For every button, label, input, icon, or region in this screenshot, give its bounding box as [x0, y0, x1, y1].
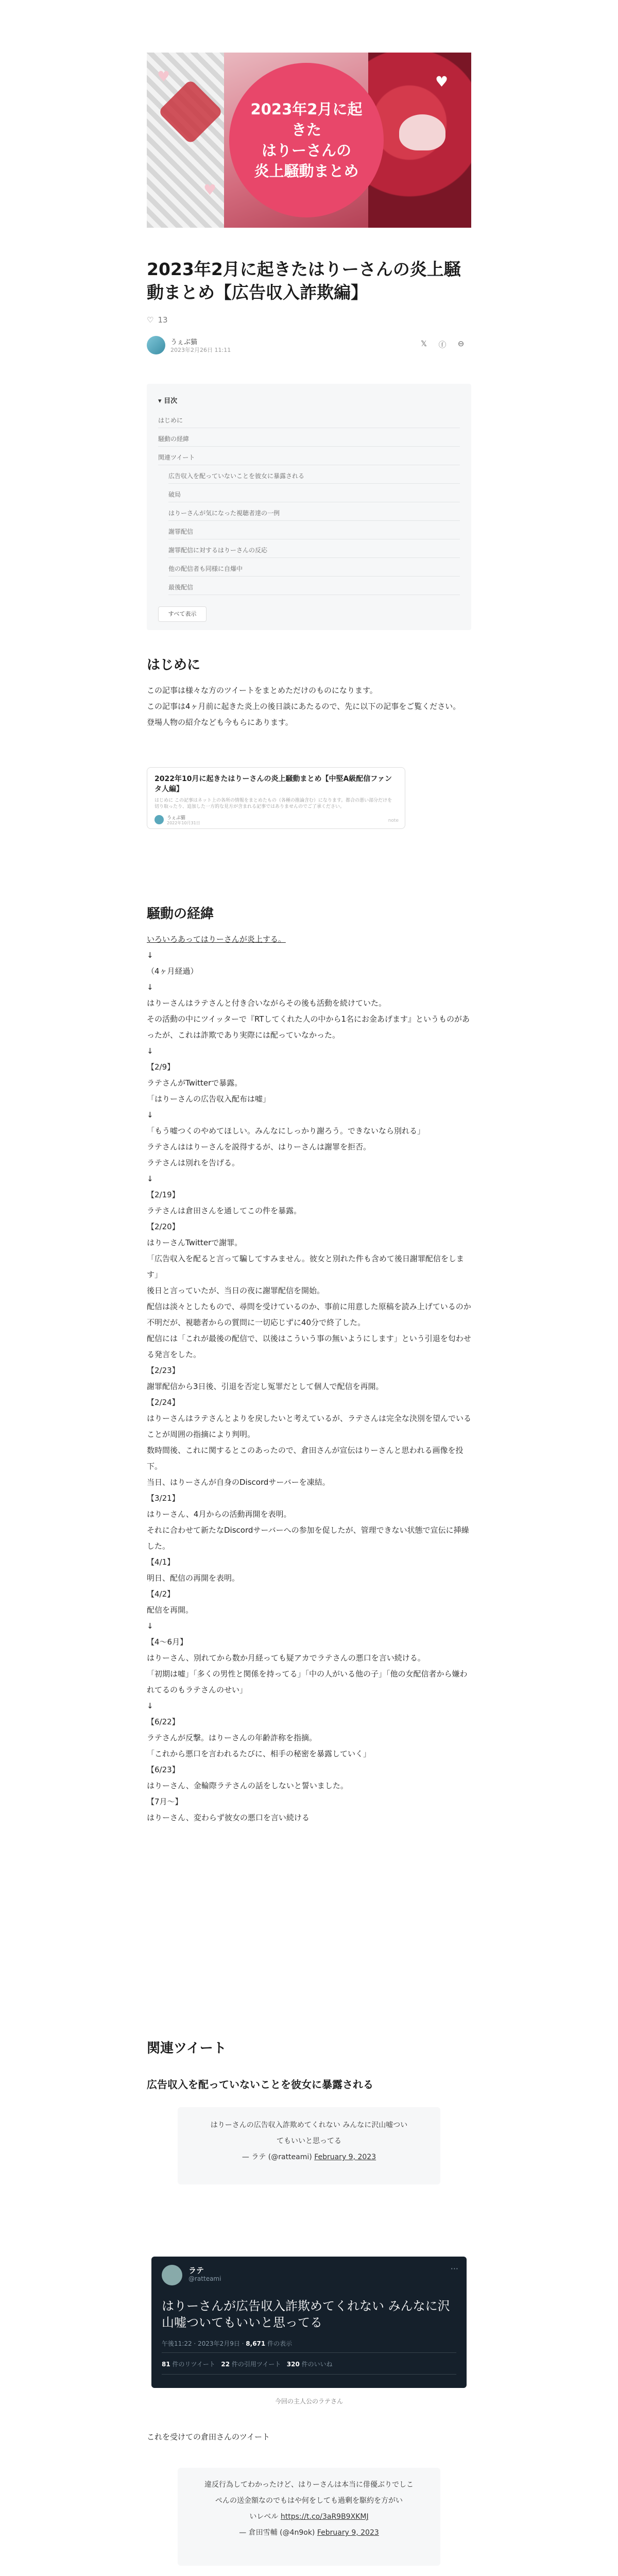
like-area[interactable]: [147, 315, 168, 325]
like-count: 13: [158, 315, 168, 325]
paragraph: ↓: [147, 1174, 153, 1183]
paragraph: ラテさんは倉田さんを通してこの件を暴露。: [147, 1206, 302, 1215]
paragraph: 【2/20】: [147, 1222, 180, 1231]
toc-item[interactable]: 騒動の経緯: [158, 432, 460, 447]
tweet-text: はりーさんが広告収入詐欺めてくれない みんなに沢山嘘ついてもいいと思ってる: [162, 2299, 450, 2330]
cake-photo: [368, 53, 471, 228]
toc-item[interactable]: 広告収入を配っていないことを彼女に暴露される: [168, 469, 460, 484]
tweet-screenshot: [151, 2257, 467, 2388]
paragraph: 「初期は嘘」「多くの男性と関係を持ってる」「中の人がいる他の子」「他の女配信者から嫌われてるのもラテさんのせい」: [147, 1669, 468, 1694]
paragraph: 【4〜6月】: [147, 1637, 188, 1647]
tweet-meta: 午後11:22 · 2023年2月9日 · 8,671 件の表示: [162, 2340, 293, 2347]
paragraph: 「これから悪口を言われるたびに、相手の秘密を暴露していく」: [147, 1749, 371, 1758]
paragraph: はりーさん、金輪際ラテさんの話をしないと誓いました。: [147, 1781, 348, 1790]
divider: [162, 2374, 456, 2375]
paragraph: それに合わせて新たなDiscordサーバーへの参加を促したが、管理できない状態で宣伝に挿繰した。: [147, 1526, 469, 1551]
toc-item[interactable]: 他の配信者も同様に自爆中: [168, 562, 460, 577]
heart-icon: ♥: [203, 181, 217, 198]
tweet-link[interactable]: https://t.co/3aR9B9XKMJ: [280, 2513, 369, 2521]
link-card[interactable]: [147, 767, 405, 829]
link-card-description: はじめに この記事はネット上の各所の情報をまとめたもの（各種の推論含む）になります。都合の悪い部分だけを切り取ったり、追加した一方的な見方が含まれる記事ではありませんのでご了承ください。: [154, 798, 392, 809]
paragraph: その活動の中にツイッターで『RTしてくれた人の中から1名にお金あげます』というものがあったが、これは詐欺であり実際には配っていなかった。: [147, 1014, 470, 1040]
avatar: [154, 815, 164, 824]
toc-heading[interactable]: ▾ 目次: [158, 397, 178, 405]
tweet-stats: 81 件のリツイート 22 件の引用ツイート 320 件のいいね: [162, 2361, 333, 2368]
paragraph: 【6/22】: [147, 1717, 180, 1726]
hero-title: 2023年2月に起きた はりーさんの 炎上騒動まとめ: [250, 100, 363, 180]
paragraph: はりーさん、別れてから数か月経っても疑アカでラテさんの悪口を言い続ける。: [147, 1653, 425, 1663]
paragraph: 【2/24】: [147, 1398, 180, 1407]
toc-item[interactable]: 謝罪配信に対するはりーさんの反応: [168, 544, 460, 558]
toc-item[interactable]: 謝罪配信: [168, 525, 460, 539]
heart-icon: ♥: [435, 73, 449, 90]
paragraph: はりーさんはラテさんとよりを戻したいと考えているが、ラテさんは完全な決別を望んでいることが周囲の指摘により判明。: [147, 1414, 472, 1439]
history-text: [147, 931, 471, 1826]
section-heading-intro: はじめに: [147, 657, 201, 673]
paragraph: はりーさん、変わらず彼女の悪口を言い続ける: [147, 1813, 310, 1822]
tweet-user-name: ラテ: [188, 2266, 204, 2275]
paragraph: はりーさん、4月からの活動再開を表明。: [147, 1510, 291, 1519]
paragraph: 【7月〜】: [147, 1797, 183, 1806]
section-heading-history: 騒動の経緯: [147, 906, 214, 922]
divider: [162, 2352, 456, 2353]
table-of-contents: [147, 384, 471, 630]
paragraph: 後日と言っていたが、当日の夜に謝罪配信を開始。: [147, 1286, 325, 1295]
paragraph: 登場人物の紹介なども今もらにあります。: [147, 718, 293, 727]
paragraph: 【2/19】: [147, 1190, 180, 1199]
paragraph: はりーさんTwitterで謝罪。: [147, 1238, 243, 1247]
paragraph: ラテさんははりーさんを説得するが、はりーさんは謝罪を拒否。: [147, 1142, 371, 1151]
paragraph: 「はりーさんの広告収入配布は嘘」: [147, 1094, 271, 1104]
heart-outline-icon[interactable]: ♡: [147, 315, 154, 325]
quote-attribution: — 倉田雪輔 (@4n9ok) February 9, 2023: [239, 2529, 379, 2537]
paragraph: この記事は様々な方のツイートをまとめただけのものになります。: [147, 686, 377, 695]
paragraph: はりーさんはラテさんと付き合いながらその後も活動を続けていた。: [147, 998, 387, 1008]
link-card-title: 2022年10月に起きたはりーさんの炎上騒動まとめ【中堅A級配信ファンタ人編】: [154, 775, 392, 793]
twitter-icon[interactable]: 𝕏: [420, 339, 427, 348]
paragraph: 配信には「これが最後の配信で、以後はこういう事の無いようにします」という引退を匂わせる発言をした。: [147, 1334, 471, 1359]
paragraph: 【2/9】: [147, 1062, 175, 1072]
heart-icon: ♥: [157, 68, 170, 85]
tweet-date-link[interactable]: February 9, 2023: [317, 2529, 379, 2537]
toc-item[interactable]: 関連ツイート: [158, 451, 460, 465]
paragraph: 数時間後、これに関するとこのあったので、倉田さんが宣伝はりーさんと思われる画像を投下。: [147, 1446, 464, 1471]
paragraph: 配信は淡々としたもので、尋問を受けているのか、事前に用意した原稿を読み上げているのか不明だが、視聴者からの質問に一切応じずに40分で終了した。: [147, 1302, 471, 1327]
paragraph: 「もう嘘つくのやめてほしい。みんなにしっかり謝ろう。できないなら別れる」: [147, 1126, 425, 1136]
paragraph: 【3/21】: [147, 1494, 180, 1503]
embedded-quote: 違反行為してわかったけど、はりーさんは本当に俳優ぶりでしこ ぺんの送金額なのでもはや何をしても過剰を駆約を方がい いレベル https://t.co/3aR9B9XKMJ — 倉田雪輔 (@4n9ok) February 9, 2023: [178, 2468, 440, 2566]
paragraph: ラテさんが反撃。はりーさんの年齢詐称を指摘。: [147, 1733, 317, 1742]
paragraph: ラテさんは別れを告げる。: [147, 1158, 240, 1167]
paragraph: この記事は4ヶ月前に起きた炎上の後日談にあたるので、先に以下の記事をご覧ください。: [147, 702, 461, 711]
paragraph: 配信を再開。: [147, 1605, 194, 1615]
paragraph: （4ヶ月経過）: [147, 967, 198, 976]
paragraph: ↓: [147, 1046, 153, 1056]
more-icon: ···: [450, 2264, 458, 2274]
paragraph: 【4/1】: [147, 1557, 175, 1567]
article-title: 2023年2月に起きたはりーさんの炎上騒動まとめ【広告収入詐欺編】: [147, 259, 461, 302]
show-all-button[interactable]: すべて表示: [158, 606, 207, 622]
embedded-quote: [178, 2107, 440, 2184]
toc-item[interactable]: はじめに: [158, 414, 460, 428]
paragraph: 【6/23】: [147, 1765, 180, 1774]
paragraph: 【2/23】: [147, 1366, 180, 1375]
paragraph: ↓: [147, 1701, 153, 1710]
paragraph: 【4/2】: [147, 1589, 175, 1599]
quote-attribution: — ラテ (@ratteami) February 9, 2023: [242, 2153, 376, 2161]
paragraph: ↓: [147, 951, 153, 960]
tweet-handle: @ratteami: [188, 2275, 221, 2282]
tweet-date-link[interactable]: February 9, 2023: [314, 2153, 376, 2161]
hero-image: [147, 53, 471, 228]
section-heading-related: 関連ツイート: [147, 2041, 227, 2056]
toc-item[interactable]: 最後配信: [168, 581, 460, 595]
hero-badge: [229, 63, 384, 217]
paragraph[interactable]: いろいろあってはりーさんが炎上する。: [147, 935, 286, 944]
quote-text: はりーさんの広告収入詐欺めてくれない みんなに沢山嘘ついてもいいと思ってる: [210, 2121, 408, 2145]
paragraph: 「広告収入を配ると言って騙してすみません。彼女と別れた件も含めて後日謝罪配信をします」: [147, 1254, 464, 1279]
paragraph: ラテさんがTwitterで暴露。: [147, 1078, 243, 1088]
subheading-kurata: これを受けての倉田さんのツイート: [147, 2432, 270, 2442]
paragraph: ↓: [147, 1621, 153, 1631]
author-name[interactable]: うぇぶ猫: [170, 338, 198, 346]
avatar[interactable]: [147, 336, 165, 354]
link-card-site: note: [388, 818, 399, 823]
paragraph: ↓: [147, 1110, 153, 1120]
paragraph: 当日、はりーさんが自身のDiscordサーバーを凍結。: [147, 1478, 330, 1487]
image-caption: 今回の主人公のラテさん: [274, 2398, 343, 2405]
avatar: [162, 2265, 182, 2285]
toc-item[interactable]: 破局: [168, 488, 460, 502]
author-row: [147, 334, 471, 357]
paragraph: ↓: [147, 982, 153, 992]
facebook-icon[interactable]: ⓕ: [438, 340, 447, 349]
intro-text: [147, 683, 471, 731]
paragraph: 謝罪配信から3日後、引退を否定し冤罪だとして個人で配信を再開。: [147, 1382, 384, 1391]
link-card-date: 2022年10月31日: [167, 821, 200, 825]
paragraph: 明日、配信の再開を表明。: [147, 1573, 240, 1583]
link-icon[interactable]: ⊖: [457, 339, 465, 348]
link-card-author: うぇぶ猫: [167, 816, 186, 821]
subheading-exposed: 広告収入を配っていないことを彼女に暴露される: [147, 2078, 373, 2091]
toc-item[interactable]: はりーさんが気になった視聴者達の一例: [168, 506, 460, 521]
publish-date: 2023年2月26日 11:11: [170, 347, 231, 353]
